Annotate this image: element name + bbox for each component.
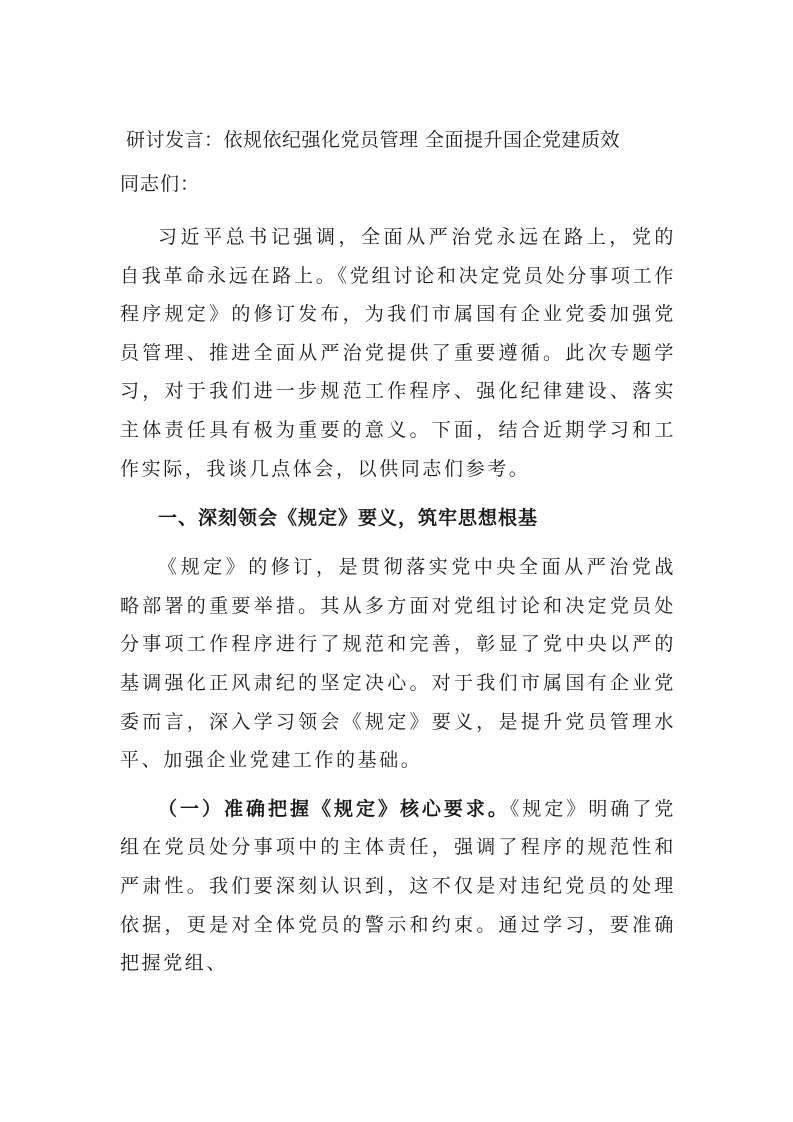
document-body: [120, 118, 676, 993]
section-1-paragraph: 《规定》的修订，是贯彻落实党中央全面从严治党战略部署的重要举措。其从多方面对党组讨论和决定党员处分事项工作程序进行了规范和完善，彰显了党中央以严的基调强化正风肃纪的坚定决心。对于我们市属国有企业党委而言，深入学习领会《规定》要义，是提升党员管理水平、加强企业党建工作的基础。: [120, 556, 676, 772]
subsection-1-text: 《规定》明确了党组在党员处分事项中的主体责任，强调了程序的规范性和严肃性。我们要深刻认识到，这不仅是对违纪党员的处理依据，更是对全体党员的警示和约束。通过学习，要准确把握党组、: [120, 797, 676, 975]
section-1-heading: 一、深刻领会《规定》要义，筑牢思想根基: [158, 507, 539, 530]
document-title: 研讨发言：依规依纪强化党员管理 全面提升国企党建质效: [126, 129, 621, 151]
intro-paragraph: 习近平总书记强调，全面从严治党永远在路上，党的自我革命永远在路上。《党组讨论和决定党员处分事项工作程序规定》的修订发布，为我们市属国有企业党委加强党员管理、推进全面从严治党提供了重要遵循。此次专题学习，对于我们进一步规范工作程序、强化纪律建设、落实主体责任具有极为重要的意义。下面，结合近期学习和工作实际，我谈几点体会，以供同志们参考。: [120, 226, 676, 480]
subsection-1-lead: （一）准确把握《规定》核心要求。: [158, 797, 510, 820]
subsection-1-paragraph: [120, 790, 676, 983]
greeting: 同志们：: [120, 173, 201, 195]
